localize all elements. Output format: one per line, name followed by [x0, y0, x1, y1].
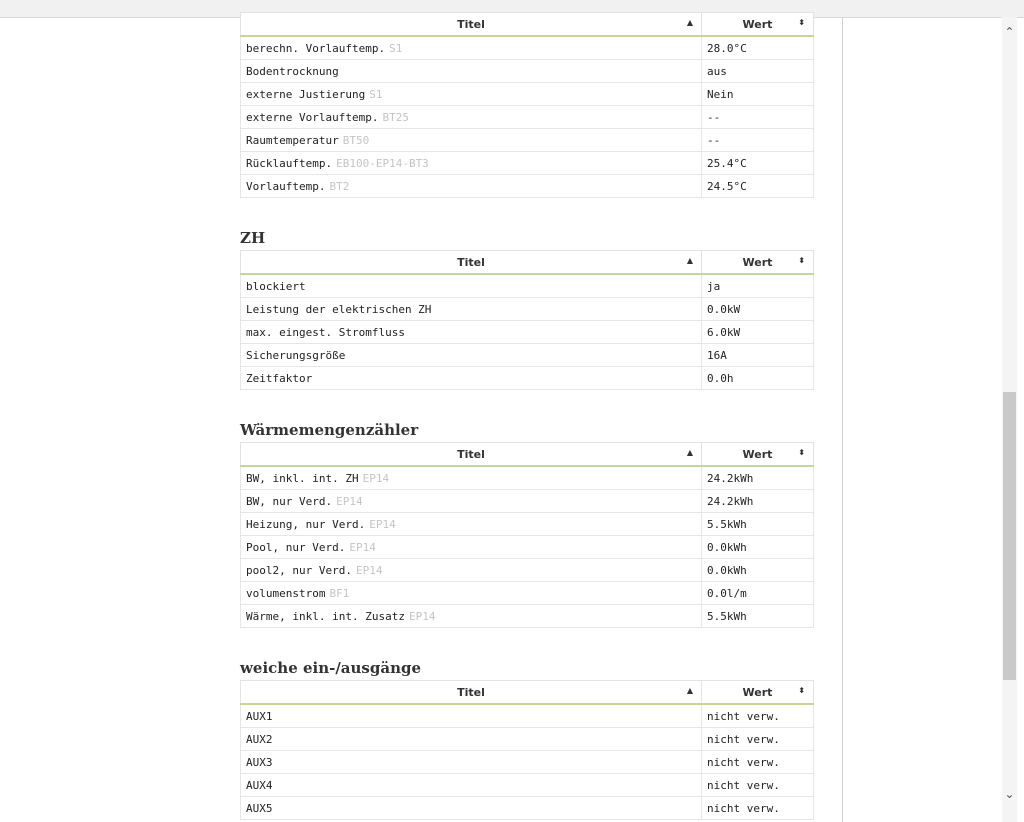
data-table — [240, 442, 814, 628]
column-header-titel[interactable] — [241, 443, 702, 467]
section-gap — [240, 628, 813, 656]
table-row — [241, 60, 814, 83]
column-header-wert[interactable] — [702, 251, 814, 275]
row-value-cell: 16A — [702, 344, 814, 367]
row-label: AUX4 — [246, 778, 273, 792]
row-label: Sicherungsgröße — [246, 348, 346, 362]
row-label: AUX2 — [246, 732, 273, 746]
column-header-wert[interactable] — [702, 681, 814, 705]
section-2 — [240, 390, 813, 628]
column-header-label: Wert — [742, 17, 773, 31]
column-header-label: Titel — [457, 17, 485, 31]
row-label: Vorlauftemp. — [246, 179, 326, 193]
row-label: AUX3 — [246, 755, 273, 769]
column-header-titel[interactable] — [241, 251, 702, 275]
row-title-cell — [241, 536, 702, 559]
row-title-cell — [241, 106, 702, 129]
row-title-cell — [241, 129, 702, 152]
column-header-titel[interactable] — [241, 13, 702, 37]
sort-ascending-icon[interactable]: ▲ — [686, 18, 693, 27]
table-header-row — [241, 681, 814, 705]
row-title-cell — [241, 344, 702, 367]
table-header-row — [241, 443, 814, 467]
data-table — [240, 250, 814, 390]
column-header-label: Titel — [457, 685, 485, 699]
row-title-cell — [241, 605, 702, 628]
row-value-cell: 0.0h — [702, 367, 814, 390]
table-header-row — [241, 13, 814, 37]
row-value-cell: 24.2kWh — [702, 490, 814, 513]
row-label: Bodentrocknung — [246, 64, 339, 78]
row-title-cell — [241, 774, 702, 797]
table-row — [241, 774, 814, 797]
column-header-label: Wert — [742, 255, 773, 269]
row-sensor-id: EP14 — [408, 609, 436, 623]
row-label: AUX5 — [246, 801, 273, 815]
row-title-cell — [241, 559, 702, 582]
column-header-titel[interactable] — [241, 681, 702, 705]
column-header-label: Titel — [457, 255, 485, 269]
table-row — [241, 152, 814, 175]
row-sensor-id: EP14 — [369, 517, 396, 531]
row-label: Rücklauftemp. — [246, 156, 333, 170]
row-value-cell: 28.0°C — [702, 36, 814, 60]
row-title-cell — [241, 36, 702, 60]
table-row — [241, 704, 814, 728]
sort-ascending-icon[interactable]: ▲ — [686, 256, 693, 265]
row-title-cell — [241, 751, 702, 774]
section-gap — [240, 390, 813, 418]
column-header-wert[interactable] — [702, 13, 814, 37]
row-label: externe Justierung — [246, 87, 366, 101]
row-label: Pool, nur Verd. — [246, 540, 346, 554]
table-row — [241, 106, 814, 129]
table-row — [241, 728, 814, 751]
table-row — [241, 513, 814, 536]
row-label: Raumtemperatur — [246, 133, 339, 147]
row-sensor-id: BT50 — [342, 133, 370, 147]
table-header-row — [241, 251, 814, 275]
row-value-cell: 24.2kWh — [702, 466, 814, 490]
table-row — [241, 559, 814, 582]
row-label: externe Vorlauftemp. — [246, 110, 379, 124]
row-label: max. eingest. Stromfluss — [246, 325, 405, 339]
chevron-down-icon[interactable]: ⌄ — [1004, 787, 1015, 801]
row-value-cell: 0.0kW — [702, 298, 814, 321]
table-row — [241, 466, 814, 490]
row-label: AUX1 — [246, 709, 273, 723]
row-label: berechn. Vorlauftemp. — [246, 41, 386, 55]
row-sensor-id: BF1 — [329, 586, 350, 600]
table-row — [241, 797, 814, 820]
row-title-cell — [241, 298, 702, 321]
table-row — [241, 274, 814, 298]
table-row — [241, 582, 814, 605]
sort-both-icon[interactable]: ⬍ — [798, 448, 805, 457]
column-header-label: Titel — [457, 447, 485, 461]
scrollbar-thumb[interactable] — [1003, 392, 1016, 680]
table-row — [241, 36, 814, 60]
row-sensor-id: EP14 — [336, 494, 363, 508]
table-row — [241, 298, 814, 321]
row-value-cell: 24.5°C — [702, 175, 814, 198]
row-label: BW, nur Verd. — [246, 494, 333, 508]
row-sensor-id: S1 — [369, 87, 383, 101]
row-value-cell: aus — [702, 60, 814, 83]
row-sensor-id: EP14 — [349, 540, 376, 554]
data-table — [240, 680, 814, 820]
row-label: volumenstrom — [246, 586, 326, 600]
sort-both-icon[interactable]: ⬍ — [798, 686, 805, 695]
row-title-cell — [241, 797, 702, 820]
section-title: Wärmemengenzähler — [240, 421, 419, 439]
column-header-label: Wert — [742, 447, 773, 461]
sort-ascending-icon[interactable]: ▲ — [686, 686, 693, 695]
sort-ascending-icon[interactable]: ▲ — [686, 448, 693, 457]
sort-both-icon[interactable]: ⬍ — [798, 256, 805, 265]
table-row — [241, 344, 814, 367]
row-value-cell: Nein — [702, 83, 814, 106]
section-gap — [240, 198, 813, 226]
row-label: Wärme, inkl. int. Zusatz — [246, 609, 405, 623]
row-label: pool2, nur Verd. — [246, 563, 352, 577]
sort-both-icon[interactable]: ⬍ — [798, 18, 805, 27]
table-row — [241, 83, 814, 106]
data-table — [240, 12, 814, 198]
row-label: BW, inkl. int. ZH — [246, 471, 359, 485]
column-header-label: Wert — [742, 685, 773, 699]
section-title: weiche ein-/ausgänge — [240, 659, 422, 677]
row-title-cell — [241, 704, 702, 728]
row-sensor-id: BT2 — [329, 179, 350, 193]
section-3 — [240, 628, 813, 820]
row-value-cell: nicht verw. — [702, 797, 814, 820]
row-title-cell — [241, 321, 702, 344]
row-value-cell: 5.5kWh — [702, 605, 814, 628]
row-value-cell: 25.4°C — [702, 152, 814, 175]
column-header-wert[interactable] — [702, 443, 814, 467]
row-title-cell — [241, 490, 702, 513]
row-value-cell: ja — [702, 274, 814, 298]
row-title-cell — [241, 274, 702, 298]
row-title-cell — [241, 367, 702, 390]
table-row — [241, 367, 814, 390]
row-value-cell: nicht verw. — [702, 751, 814, 774]
table-row — [241, 490, 814, 513]
sections-container — [240, 12, 813, 820]
row-value-cell: -- — [702, 106, 814, 129]
row-title-cell — [241, 728, 702, 751]
row-title-cell — [241, 466, 702, 490]
table-row — [241, 536, 814, 559]
row-label: Heizung, nur Verd. — [246, 517, 366, 531]
table-row — [241, 751, 814, 774]
row-title-cell — [241, 83, 702, 106]
row-title-cell — [241, 175, 702, 198]
row-value-cell: 0.0kWh — [702, 559, 814, 582]
row-value-cell: 6.0kW — [702, 321, 814, 344]
row-sensor-id: S1 — [389, 41, 403, 55]
section-1 — [240, 198, 813, 390]
row-value-cell: 0.0l/m — [702, 582, 814, 605]
row-label: blockiert — [246, 279, 306, 293]
row-sensor-id: EP14 — [362, 471, 390, 485]
row-value-cell: -- — [702, 129, 814, 152]
row-value-cell: nicht verw. — [702, 774, 814, 797]
row-value-cell: nicht verw. — [702, 704, 814, 728]
content-divider — [842, 17, 843, 822]
section-title: ZH — [240, 229, 266, 247]
table-row — [241, 605, 814, 628]
section-0 — [240, 12, 813, 198]
row-title-cell — [241, 513, 702, 536]
table-row — [241, 129, 814, 152]
row-title-cell — [241, 582, 702, 605]
row-title-cell — [241, 60, 702, 83]
row-title-cell — [241, 152, 702, 175]
row-sensor-id: EP14 — [355, 563, 383, 577]
row-sensor-id: BT25 — [382, 110, 409, 124]
row-value-cell: nicht verw. — [702, 728, 814, 751]
row-label: Zeitfaktor — [246, 371, 313, 385]
table-row — [241, 175, 814, 198]
table-row — [241, 321, 814, 344]
row-value-cell: 0.0kWh — [702, 536, 814, 559]
row-sensor-id: EB100-EP14-BT3 — [336, 156, 429, 170]
row-value-cell: 5.5kWh — [702, 513, 814, 536]
row-label: Leistung der elektrischen ZH — [246, 302, 432, 316]
chevron-up-icon[interactable]: ⌃ — [1004, 25, 1015, 39]
